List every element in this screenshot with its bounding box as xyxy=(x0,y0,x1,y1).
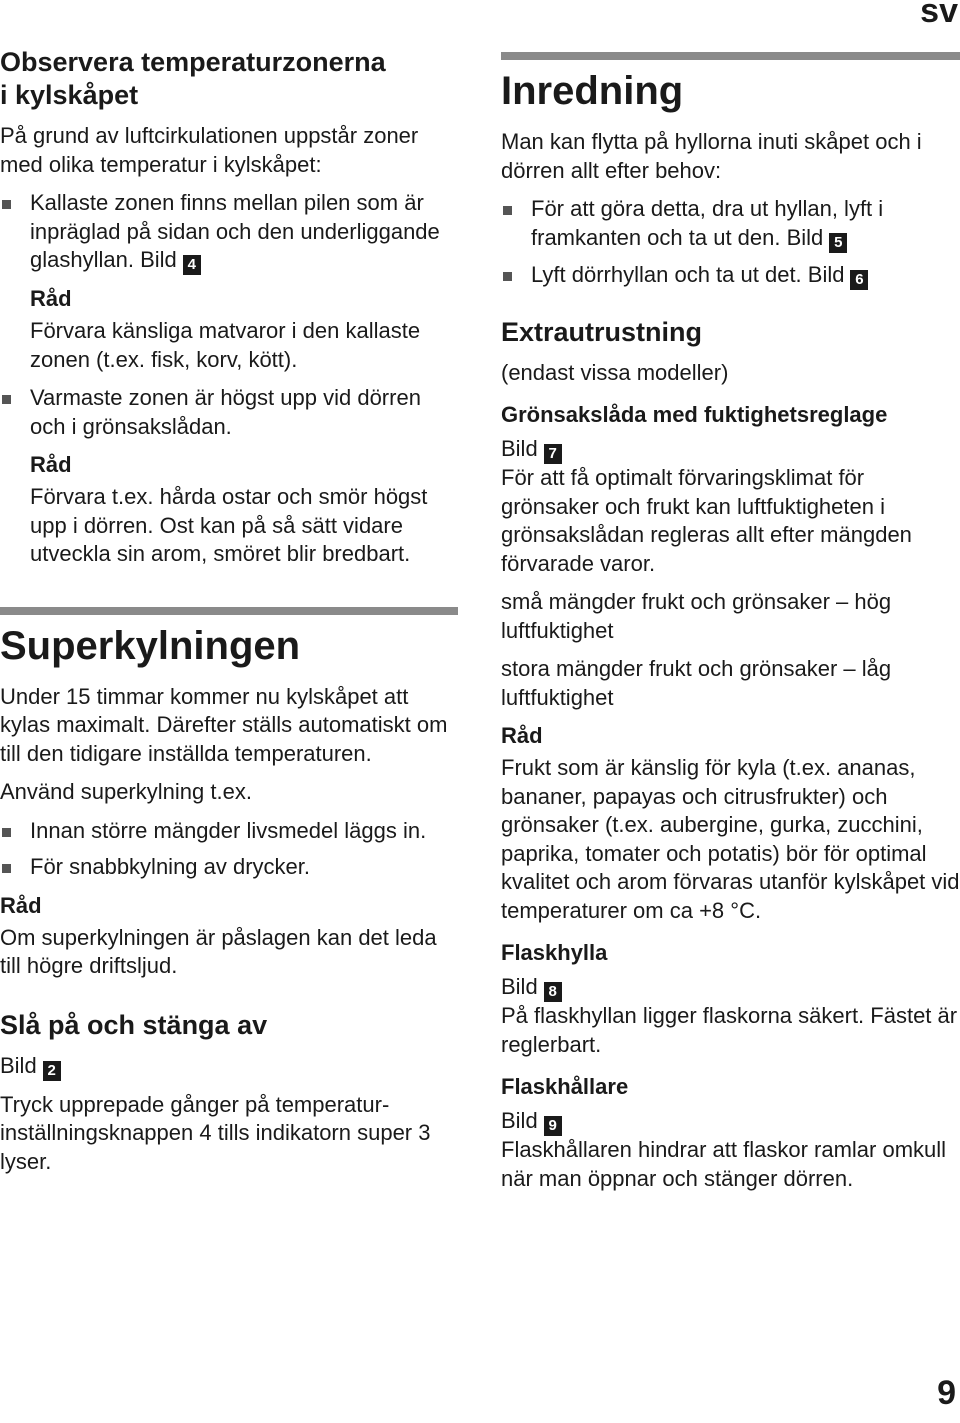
gron-figure-ref xyxy=(501,435,960,464)
superkylning-text: Under 15 timmar kommer nu kylskåpet att kylas maximalt. Därefter ställs automatiskt om till den tidigare inställda temperaturen. xyxy=(0,683,448,766)
tip-block xyxy=(0,451,458,569)
figure-ref-icon: 6 xyxy=(850,270,868,290)
bullet-icon xyxy=(2,395,11,404)
superkylning-title: Superkylningen xyxy=(0,623,301,668)
zones-title xyxy=(0,46,458,112)
bullet-icon xyxy=(2,828,11,837)
bild-label: Bild xyxy=(501,1108,538,1133)
figure-ref-icon: 9 xyxy=(544,1116,562,1136)
flask-text: På flaskhyllan ligger flaskorna säkert. Fästet är reglerbart. xyxy=(501,1003,958,1057)
tip-text: Förvara t.ex. hårda ostar och smör högst upp i dörren. Ost kan på så sätt vidare utveckla sin arom, smöret blir bredbart. xyxy=(30,484,428,566)
list-item-text: Lyft dörrhyllan och ta ut det. Bild xyxy=(531,261,845,287)
tip-block xyxy=(0,285,458,374)
section-rule xyxy=(501,52,960,60)
list-item-text: Kallaste zonen finns mellan pilen som är inpräglad på sidan och den underliggande glashyllan. Bild xyxy=(30,190,440,272)
inredning-title: Inredning xyxy=(501,69,684,113)
list-item xyxy=(0,384,458,441)
gron-title: Grönsakslåda med fuktighetsreglage xyxy=(501,402,888,427)
bullet-icon xyxy=(2,864,11,873)
onoff-text: Tryck upprepade gånger på temperatur-inställningsknappen 4 tills indikatorn super 3 lyser. xyxy=(0,1091,431,1174)
tip-text: Frukt som är känslig för kyla (t.ex. ananas, bananer, papayas och citrusfrukter) och grönsaker (t.ex. aubergine, gurka, zucchini, paprika, tomater och potatis) bör för optimal kvalitet och arom förvaras utanför kylskåpet vid temperaturer om ca +8 °C. xyxy=(501,755,960,923)
tip-label: Råd xyxy=(0,892,42,918)
figure-ref-icon: 7 xyxy=(544,444,562,464)
list-item-text: Varmaste zonen är högst upp vid dörren och i grönsakslådan. xyxy=(30,385,421,439)
right-column xyxy=(501,52,960,1203)
tip-text: Förvara känsliga matvaror i den kallaste zonen (t.ex. fisk, korv, kött). xyxy=(30,318,421,372)
superkylning-list xyxy=(0,817,458,882)
flask-title: Flaskhylla xyxy=(501,940,608,965)
zones-title-line1: Observera temperaturzonerna xyxy=(0,47,386,77)
zones-list xyxy=(0,189,458,275)
language-code: sv xyxy=(920,0,958,30)
inredning-text: Man kan flytta på hyllorna inuti skåpet och i dörren allt efter behov: xyxy=(501,129,922,183)
holder-figure-ref xyxy=(501,1107,960,1136)
bullet-icon xyxy=(2,200,11,209)
list-item xyxy=(0,189,458,275)
list-item-text: För att göra detta, dra ut hyllan, lyft i framkanten och ta ut den. Bild xyxy=(531,196,884,250)
tip-label: Råd xyxy=(501,723,543,748)
list-item xyxy=(501,195,960,253)
page-number: 9 xyxy=(937,1374,956,1412)
left-column xyxy=(0,40,458,1186)
list-item xyxy=(0,817,458,846)
bild-label: Bild xyxy=(501,974,538,999)
figure-ref-icon: 4 xyxy=(183,255,201,275)
gron-text: För att få optimalt förvaringsklimat för grönsaker och frukt kan luftfuktigheten i grönsakslådan regleras allt efter mängden förvarade varor. xyxy=(501,465,912,576)
figure-ref-icon: 2 xyxy=(43,1061,61,1081)
bullet-icon xyxy=(503,272,512,281)
zones-title-line2: i kylskåpet xyxy=(0,80,139,110)
tip-label: Råd xyxy=(30,286,72,311)
extra-title: Extrautrustning xyxy=(501,316,703,347)
zones-intro: På grund av luftcirkulationen uppstår zoner med olika temperatur i kylskåpet: xyxy=(0,123,419,177)
bullet-icon xyxy=(503,206,512,215)
gron-high: små mängder frukt och grönsaker – hög luftfuktighet xyxy=(501,589,892,643)
tip-label: Råd xyxy=(30,452,72,477)
list-item-text: För snabbkylning av drycker. xyxy=(30,854,311,879)
zones-list-2 xyxy=(0,384,458,441)
flask-figure-ref xyxy=(501,973,960,1002)
figure-ref-icon: 8 xyxy=(544,982,562,1002)
gron-low: stora mängder frukt och grönsaker – låg luftfuktighet xyxy=(501,656,892,710)
list-item xyxy=(501,261,960,290)
bild-label: Bild xyxy=(501,436,538,461)
superkylning-usage: Använd superkylning t.ex. xyxy=(0,779,252,804)
onoff-figure-ref xyxy=(0,1052,458,1081)
bild-label: Bild xyxy=(0,1052,37,1078)
holder-text: Flaskhållaren hindrar att flaskor ramlar omkull när man öppnar och stänger dörren. xyxy=(501,1137,947,1191)
tip-text: Om superkylningen är påslagen kan det leda till högre driftsljud. xyxy=(0,924,437,978)
figure-ref-icon: 5 xyxy=(829,233,847,253)
list-item-text: Innan större mängder livsmedel läggs in. xyxy=(30,817,427,843)
extra-subtitle: (endast vissa modeller) xyxy=(501,359,729,385)
holder-title: Flaskhållare xyxy=(501,1074,629,1099)
section-rule xyxy=(0,607,458,615)
list-item xyxy=(0,853,458,882)
onoff-title: Slå på och stänga av xyxy=(0,1009,268,1040)
inredning-list xyxy=(501,195,960,290)
